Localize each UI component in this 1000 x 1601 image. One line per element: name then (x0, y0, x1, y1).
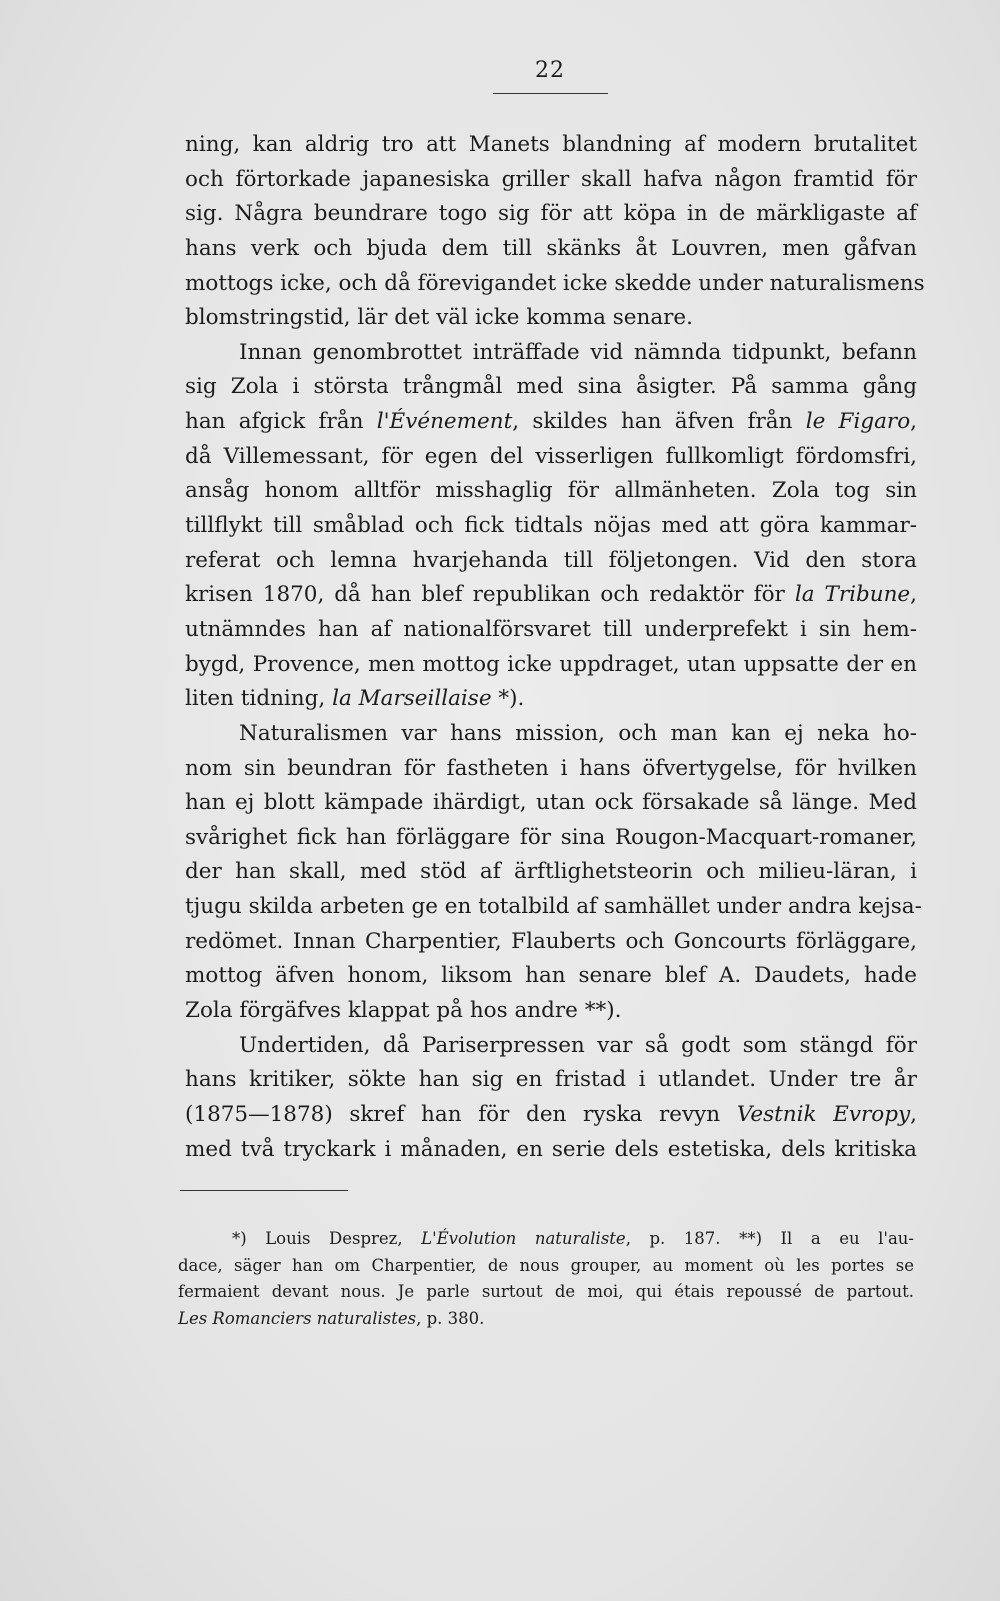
italic-title: l'Événement (376, 409, 513, 435)
text-span: (1875—1878) skref han för den ryska revyn (185, 1101, 737, 1127)
italic-title: Les Romanciers naturalistes (178, 1308, 417, 1328)
text-line: mottog äfven honom, liksom han senare blef A. Daudets, hade (185, 963, 917, 989)
text-line (185, 578, 917, 613)
text-line: der han skall, med stöd af ärftlighetsteorin och milieu-läran, i (185, 859, 917, 885)
text-line: utnämndes han af nationalförsvaret till underprefekt i sin hem- (185, 616, 917, 642)
footnote-line: dace, säger han om Charpentier, de nous grouper, au moment où les portes se (178, 1255, 914, 1275)
italic-title: L'Évolution naturaliste (421, 1229, 626, 1248)
text-line: Naturalismen var hans mission, och man kan ej neka ho- (239, 720, 917, 746)
text-span: , p. 380. (416, 1308, 485, 1328)
text-span: krisen 1870, då han blef republikan och redaktör för (185, 582, 795, 608)
footnote-line (178, 1226, 914, 1253)
page-number: 22 (535, 58, 565, 83)
text-line: och förtorkade japanesiska griller skall hafva någon framtid för (185, 166, 917, 192)
text-span: , p. 187. **) Il a eu l'au- (625, 1229, 914, 1248)
text-line: tillflykt till småblad och fick tidtals nöjas med att göra kammar- (185, 513, 917, 539)
text-span: , skildes han äfven från (512, 409, 806, 435)
text-line: referat och lemna hvarjehanda till följetongen. Vid den stora (185, 547, 917, 573)
text-line: sig. Några beundrare togo sig för att köpa in de märkligaste af (185, 201, 917, 227)
text-span: liten tidning, (185, 686, 333, 712)
text-span: , (910, 582, 917, 608)
text-line: ning, kan aldrig tro att Manets blandning af modern brutalitet (185, 132, 917, 157)
text-line: hans kritiker, sökte han sig en fristad i utlandet. Under tre år (185, 1067, 917, 1093)
text-line: hans verk och bjuda dem till skänks åt Louvren, men gåfvan (185, 235, 917, 261)
footnotes (178, 1226, 914, 1332)
text-line (185, 1098, 917, 1133)
footnote-line (178, 1306, 914, 1333)
text-line: nom sin beundran för fastheten i hans öfvertygelse, för hvilken (185, 755, 917, 781)
italic-title: le Figaro (805, 409, 911, 435)
text-line: sig Zola i största trångmål med sina åsigter. På samma gång (185, 374, 917, 400)
text-line: Innan genombrottet inträffade vid nämnda tidpunkt, befann (239, 339, 917, 365)
footnote-rule (180, 1190, 348, 1191)
text-span: *). (491, 686, 525, 712)
text-line: han ej blott kämpade ihärdigt, utan ock försakade så länge. Med (185, 790, 917, 816)
italic-title: la Marseillaise (332, 686, 492, 712)
text-line: svårighet fick han förläggare för sina Rougon-Macquart-romaner, (185, 824, 917, 850)
text-line: med två tryckark i månaden, en serie dels estetiska, dels kritiska (185, 1136, 917, 1162)
text-line: redömet. Innan Charpentier, Flauberts och Goncourts förläggare, (185, 928, 917, 954)
text-span: , (910, 1101, 917, 1127)
text-line: blomstringstid, lär det väl icke komma senare. (185, 305, 693, 331)
text-span: han afgick från (185, 409, 377, 435)
text-line: tjugu skilda arbeten ge en totalbild af samhället under andra kejsa- (185, 894, 922, 920)
text-span: *) Louis Desprez, (232, 1229, 422, 1248)
italic-title: Vestnik Evropy (736, 1101, 911, 1127)
text-span: , (910, 409, 917, 435)
text-line: ansåg honom alltför misshaglig för allmänheten. Zola tog sin (185, 478, 917, 504)
text-line (185, 405, 917, 440)
text-line: Zola förgäfves klappat på hos andre **). (185, 998, 622, 1024)
text-line: bygd, Provence, men mottog icke uppdraget, utan uppsatte der en (185, 651, 917, 677)
italic-title: la Tribune (794, 582, 911, 608)
text-line (185, 682, 917, 717)
text-line: då Villemessant, för egen del visserligen fullkomligt fördomsfri, (185, 443, 917, 469)
footnote-line: fermaient devant nous. Je parle surtout de moi, qui étais repoussé de partout. (178, 1282, 914, 1301)
text-line: mottogs icke, och då förevigandet icke skedde under naturalismens (185, 270, 925, 296)
text-line: Undertiden, då Pariserpressen var så godt som stängd för (239, 1032, 917, 1058)
page-number-rule (493, 93, 608, 94)
body-text (185, 128, 925, 1167)
